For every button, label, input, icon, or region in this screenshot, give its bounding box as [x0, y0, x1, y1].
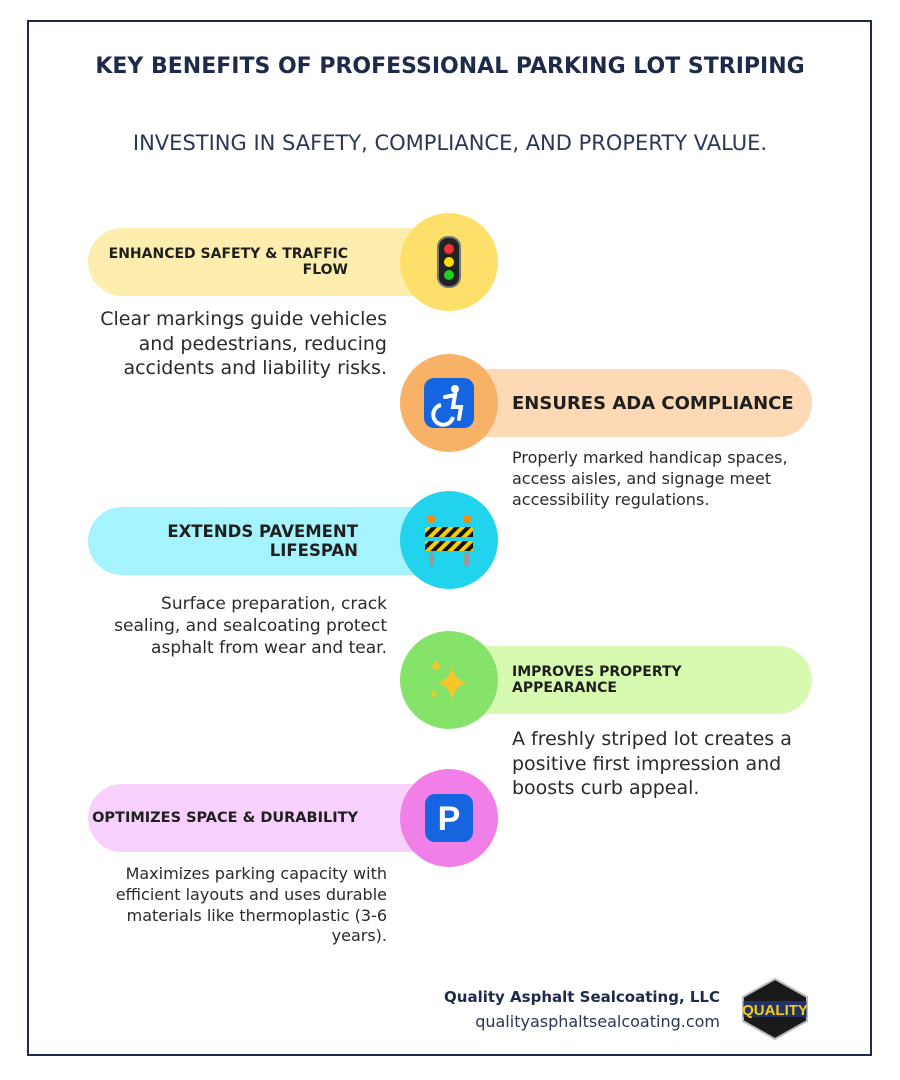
svg-text:P: P — [437, 800, 461, 838]
svg-text:QUALITY: QUALITY — [742, 1002, 808, 1019]
page-title: KEY BENEFITS OF PROFESSIONAL PARKING LOT STRIPING — [95, 54, 805, 79]
company-website[interactable]: qualityasphaltsealcoating.com — [475, 1012, 720, 1031]
benefit-1-title: ENHANCED SAFETY & TRAFFIC FLOW — [108, 246, 348, 278]
wheelchair-icon — [400, 354, 498, 452]
benefit-4-description: A freshly striped lot creates a positive first impression and boosts curb appeal. — [512, 728, 792, 800]
benefit-1-description: Clear markings guide vehicles and pedestrians, reducing accidents and liability risks. — [100, 308, 387, 380]
benefit-5-title: OPTIMIZES SPACE & DURABILITY — [92, 810, 358, 826]
page-subtitle: INVESTING IN SAFETY, COMPLIANCE, AND PROPERTY VALUE. — [132, 131, 768, 155]
benefit-3-description: Surface preparation, crack sealing, and sealcoating protect asphalt from wear and tear. — [114, 594, 387, 659]
benefit-5-description: Maximizes parking capacity with efficient layouts and uses durable materials like thermoplastic (3-6 years). — [115, 864, 387, 946]
company-logo — [741, 977, 809, 1045]
benefit-2-title: ENSURES ADA COMPLIANCE — [512, 392, 794, 414]
parking-icon — [400, 769, 498, 867]
company-name: Quality Asphalt Sealcoating, LLC — [444, 988, 720, 1006]
benefit-2-description: Properly marked handicap spaces, access aisles, and signage meet accessibility regulations. — [512, 448, 788, 509]
traffic-light-icon — [400, 213, 498, 311]
benefit-4-title: IMPROVES PROPERTY APPEARANCE — [512, 664, 682, 696]
benefit-3-title: EXTENDS PAVEMENT LIFESPAN — [167, 522, 358, 560]
construction-barrier-icon — [400, 491, 498, 589]
sparkles-icon — [400, 631, 498, 729]
